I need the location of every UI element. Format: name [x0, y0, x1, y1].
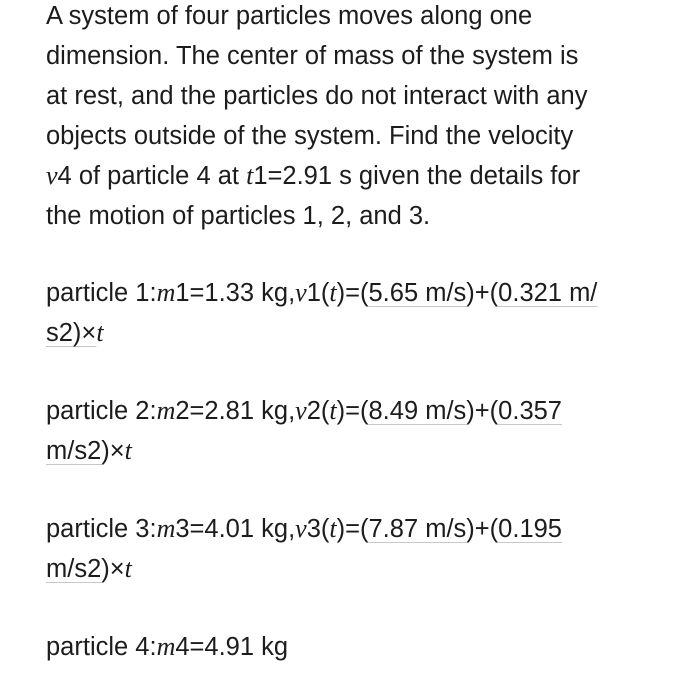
time-variable: t	[329, 514, 337, 543]
time-variable: t	[124, 554, 132, 583]
velocity-variable: v	[46, 161, 58, 190]
mass-value: 3=4.01 kg,	[175, 515, 296, 543]
particle-label: particle 1:	[46, 279, 157, 307]
particle-label: particle 2:	[46, 397, 157, 425]
intro-line: the motion of particles 1, 2, and 3.	[46, 202, 431, 230]
times-sign: )×	[101, 555, 125, 583]
particle-2-details	[46, 391, 666, 471]
intro-line: at rest, and the particles do not interact with any	[46, 82, 588, 110]
mass-value: 1=1.33 kg,	[175, 279, 296, 307]
acceleration-unit: m/s2	[46, 437, 102, 465]
velocity-func: 1(	[306, 279, 330, 307]
intro-line: 4 of particle 4 at	[57, 162, 247, 190]
intro-line: 1=2.91 s given the details for	[253, 162, 581, 190]
particle-3-details	[46, 509, 666, 589]
initial-velocity: 8.49 m/s	[368, 397, 467, 425]
mass-variable: m	[156, 278, 176, 307]
initial-velocity: 5.65 m/s	[368, 279, 467, 307]
equals-sign: )=(	[336, 279, 369, 307]
acceleration-unit: m/s2	[46, 555, 102, 583]
intro-line: A system of four particles moves along one	[46, 2, 533, 30]
plus-sign: )+(	[466, 397, 499, 425]
particle-label: particle 3:	[46, 515, 157, 543]
acceleration-value: 0.357	[498, 397, 562, 425]
time-variable: t	[329, 396, 337, 425]
intro-line: objects outside of the system. Find the velocity	[46, 122, 574, 150]
acceleration-value: 0.195	[498, 515, 562, 543]
plus-sign: )+(	[466, 515, 499, 543]
particle-1-details	[46, 273, 666, 353]
intro-line: dimension. The center of mass of the system is	[46, 42, 579, 70]
velocity-variable: v	[295, 514, 307, 543]
equals-sign: )=(	[336, 515, 369, 543]
time-variable: t	[246, 161, 254, 190]
time-variable: t	[96, 318, 104, 347]
problem-statement	[46, 0, 664, 236]
particle-4-details	[46, 627, 666, 667]
acceleration-value: 0.321 m/	[498, 279, 598, 307]
mass-variable: m	[156, 396, 176, 425]
mass-variable: m	[156, 632, 176, 661]
times-sign: )×	[101, 437, 125, 465]
mass-value: 4=4.91 kg	[175, 633, 289, 661]
velocity-variable: v	[295, 396, 307, 425]
mass-variable: m	[156, 514, 176, 543]
mass-value: 2=2.81 kg,	[175, 397, 296, 425]
time-variable: t	[329, 278, 337, 307]
velocity-variable: v	[295, 278, 307, 307]
velocity-func: 3(	[306, 515, 330, 543]
initial-velocity: 7.87 m/s	[368, 515, 467, 543]
velocity-func: 2(	[306, 397, 330, 425]
acceleration-unit: s2)×	[46, 319, 97, 347]
plus-sign: )+(	[466, 279, 499, 307]
particle-label: particle 4:	[46, 633, 157, 661]
time-variable: t	[124, 436, 132, 465]
equals-sign: )=(	[336, 397, 369, 425]
